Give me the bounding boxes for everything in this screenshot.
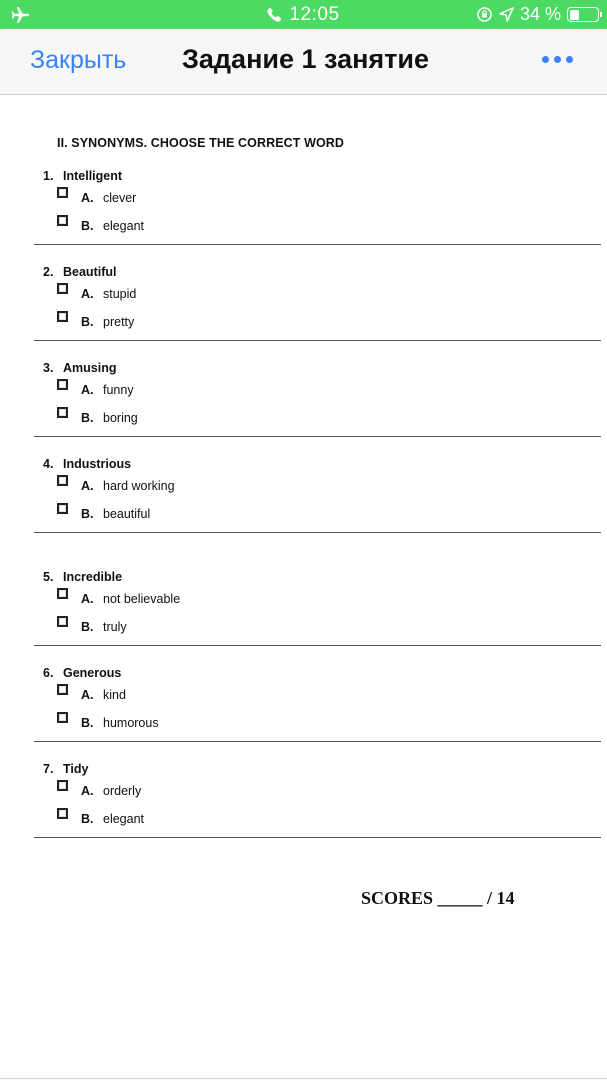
option-letter: A.	[81, 191, 94, 205]
option-b[interactable]	[57, 218, 457, 234]
orientation-lock-icon	[476, 6, 493, 23]
location-icon	[499, 7, 514, 22]
question-number: 5.	[43, 570, 54, 584]
question-number: 4.	[43, 457, 54, 471]
option-b[interactable]	[57, 314, 457, 330]
checkbox[interactable]	[57, 475, 68, 486]
question-number: 2.	[43, 265, 54, 279]
checkbox[interactable]	[57, 808, 68, 819]
battery-icon	[567, 7, 599, 22]
option-b[interactable]	[57, 410, 457, 426]
option-text: orderly	[103, 784, 142, 798]
option-letter: B.	[81, 620, 94, 634]
close-button[interactable]: Закрыть	[30, 46, 127, 74]
option-text: elegant	[103, 812, 145, 826]
option-text: pretty	[103, 315, 135, 329]
option-a[interactable]	[57, 190, 457, 206]
question-title	[43, 762, 88, 776]
divider	[34, 436, 601, 437]
question-title	[43, 457, 131, 471]
status-time: 12:05	[289, 3, 340, 25]
checkbox[interactable]	[57, 780, 68, 791]
option-a[interactable]	[57, 687, 457, 703]
checkbox[interactable]	[57, 379, 68, 390]
ellipsis-icon[interactable]	[542, 56, 573, 63]
option-b[interactable]	[57, 811, 457, 827]
question-title	[43, 169, 122, 183]
status-bar	[0, 0, 607, 29]
question-title	[43, 666, 121, 680]
checkbox[interactable]	[57, 712, 68, 723]
option-a[interactable]	[57, 591, 457, 607]
option-text: elegant	[103, 219, 145, 233]
option-a[interactable]	[57, 286, 457, 302]
option-letter: B.	[81, 812, 94, 826]
option-b[interactable]	[57, 506, 457, 522]
question-word: Amusing	[63, 361, 117, 375]
question-title	[43, 570, 122, 584]
option-letter: A.	[81, 784, 94, 798]
option-letter: A.	[81, 592, 94, 606]
option-letter: A.	[81, 479, 94, 493]
checkbox[interactable]	[57, 503, 68, 514]
question-number: 3.	[43, 361, 54, 375]
question-number: 6.	[43, 666, 54, 680]
bottom-divider	[0, 1078, 607, 1079]
option-text: boring	[103, 411, 138, 425]
question-word: Incredible	[63, 570, 123, 584]
option-text: beautiful	[103, 507, 151, 521]
divider	[34, 837, 601, 838]
question-title	[43, 265, 116, 279]
option-a[interactable]	[57, 783, 457, 799]
scores-line: SCORES _____ / 14	[361, 888, 515, 908]
option-letter: A.	[81, 383, 94, 397]
document-view	[0, 95, 607, 1080]
divider	[34, 645, 601, 646]
nav-bar	[0, 29, 607, 95]
option-a[interactable]	[57, 382, 457, 398]
checkbox[interactable]	[57, 215, 68, 226]
question-word: Tidy	[63, 762, 89, 776]
checkbox[interactable]	[57, 311, 68, 322]
question-number: 7.	[43, 762, 54, 776]
option-text: not believable	[103, 592, 181, 606]
question-number: 1.	[43, 169, 54, 183]
section-heading: II. SYNONYMS. CHOOSE THE CORRECT WORD	[57, 136, 345, 150]
divider	[34, 741, 601, 742]
checkbox[interactable]	[57, 616, 68, 627]
battery-percent: 34 %	[519, 4, 561, 24]
divider	[34, 244, 601, 245]
checkbox[interactable]	[57, 588, 68, 599]
status-right-group	[476, 0, 599, 29]
option-text: funny	[103, 383, 134, 397]
option-text: hard working	[103, 479, 175, 493]
option-letter: B.	[81, 219, 94, 233]
option-text: kind	[103, 688, 126, 702]
divider	[34, 532, 601, 533]
checkbox[interactable]	[57, 407, 68, 418]
checkbox[interactable]	[57, 283, 68, 294]
option-b[interactable]	[57, 715, 457, 731]
checkbox[interactable]	[57, 684, 68, 695]
question-word: Generous	[63, 666, 122, 680]
checkbox[interactable]	[57, 187, 68, 198]
battery-level	[570, 10, 579, 20]
option-text: humorous	[103, 716, 159, 730]
option-letter: B.	[81, 507, 94, 521]
option-text: clever	[103, 191, 137, 205]
option-letter: A.	[81, 287, 94, 301]
question-title	[43, 361, 116, 375]
question-word: Intelligent	[63, 169, 123, 183]
option-text: stupid	[103, 287, 137, 301]
question-word: Industrious	[63, 457, 132, 471]
question-word: Beautiful	[63, 265, 117, 279]
option-a[interactable]	[57, 478, 457, 494]
page-title: Задание 1 занятие	[181, 44, 429, 74]
phone-icon	[267, 7, 282, 22]
option-text: truly	[103, 620, 127, 634]
divider	[34, 340, 601, 341]
option-letter: B.	[81, 716, 94, 730]
option-letter: A.	[81, 688, 94, 702]
option-letter: B.	[81, 315, 94, 329]
option-letter: B.	[81, 411, 94, 425]
option-b[interactable]	[57, 619, 457, 635]
